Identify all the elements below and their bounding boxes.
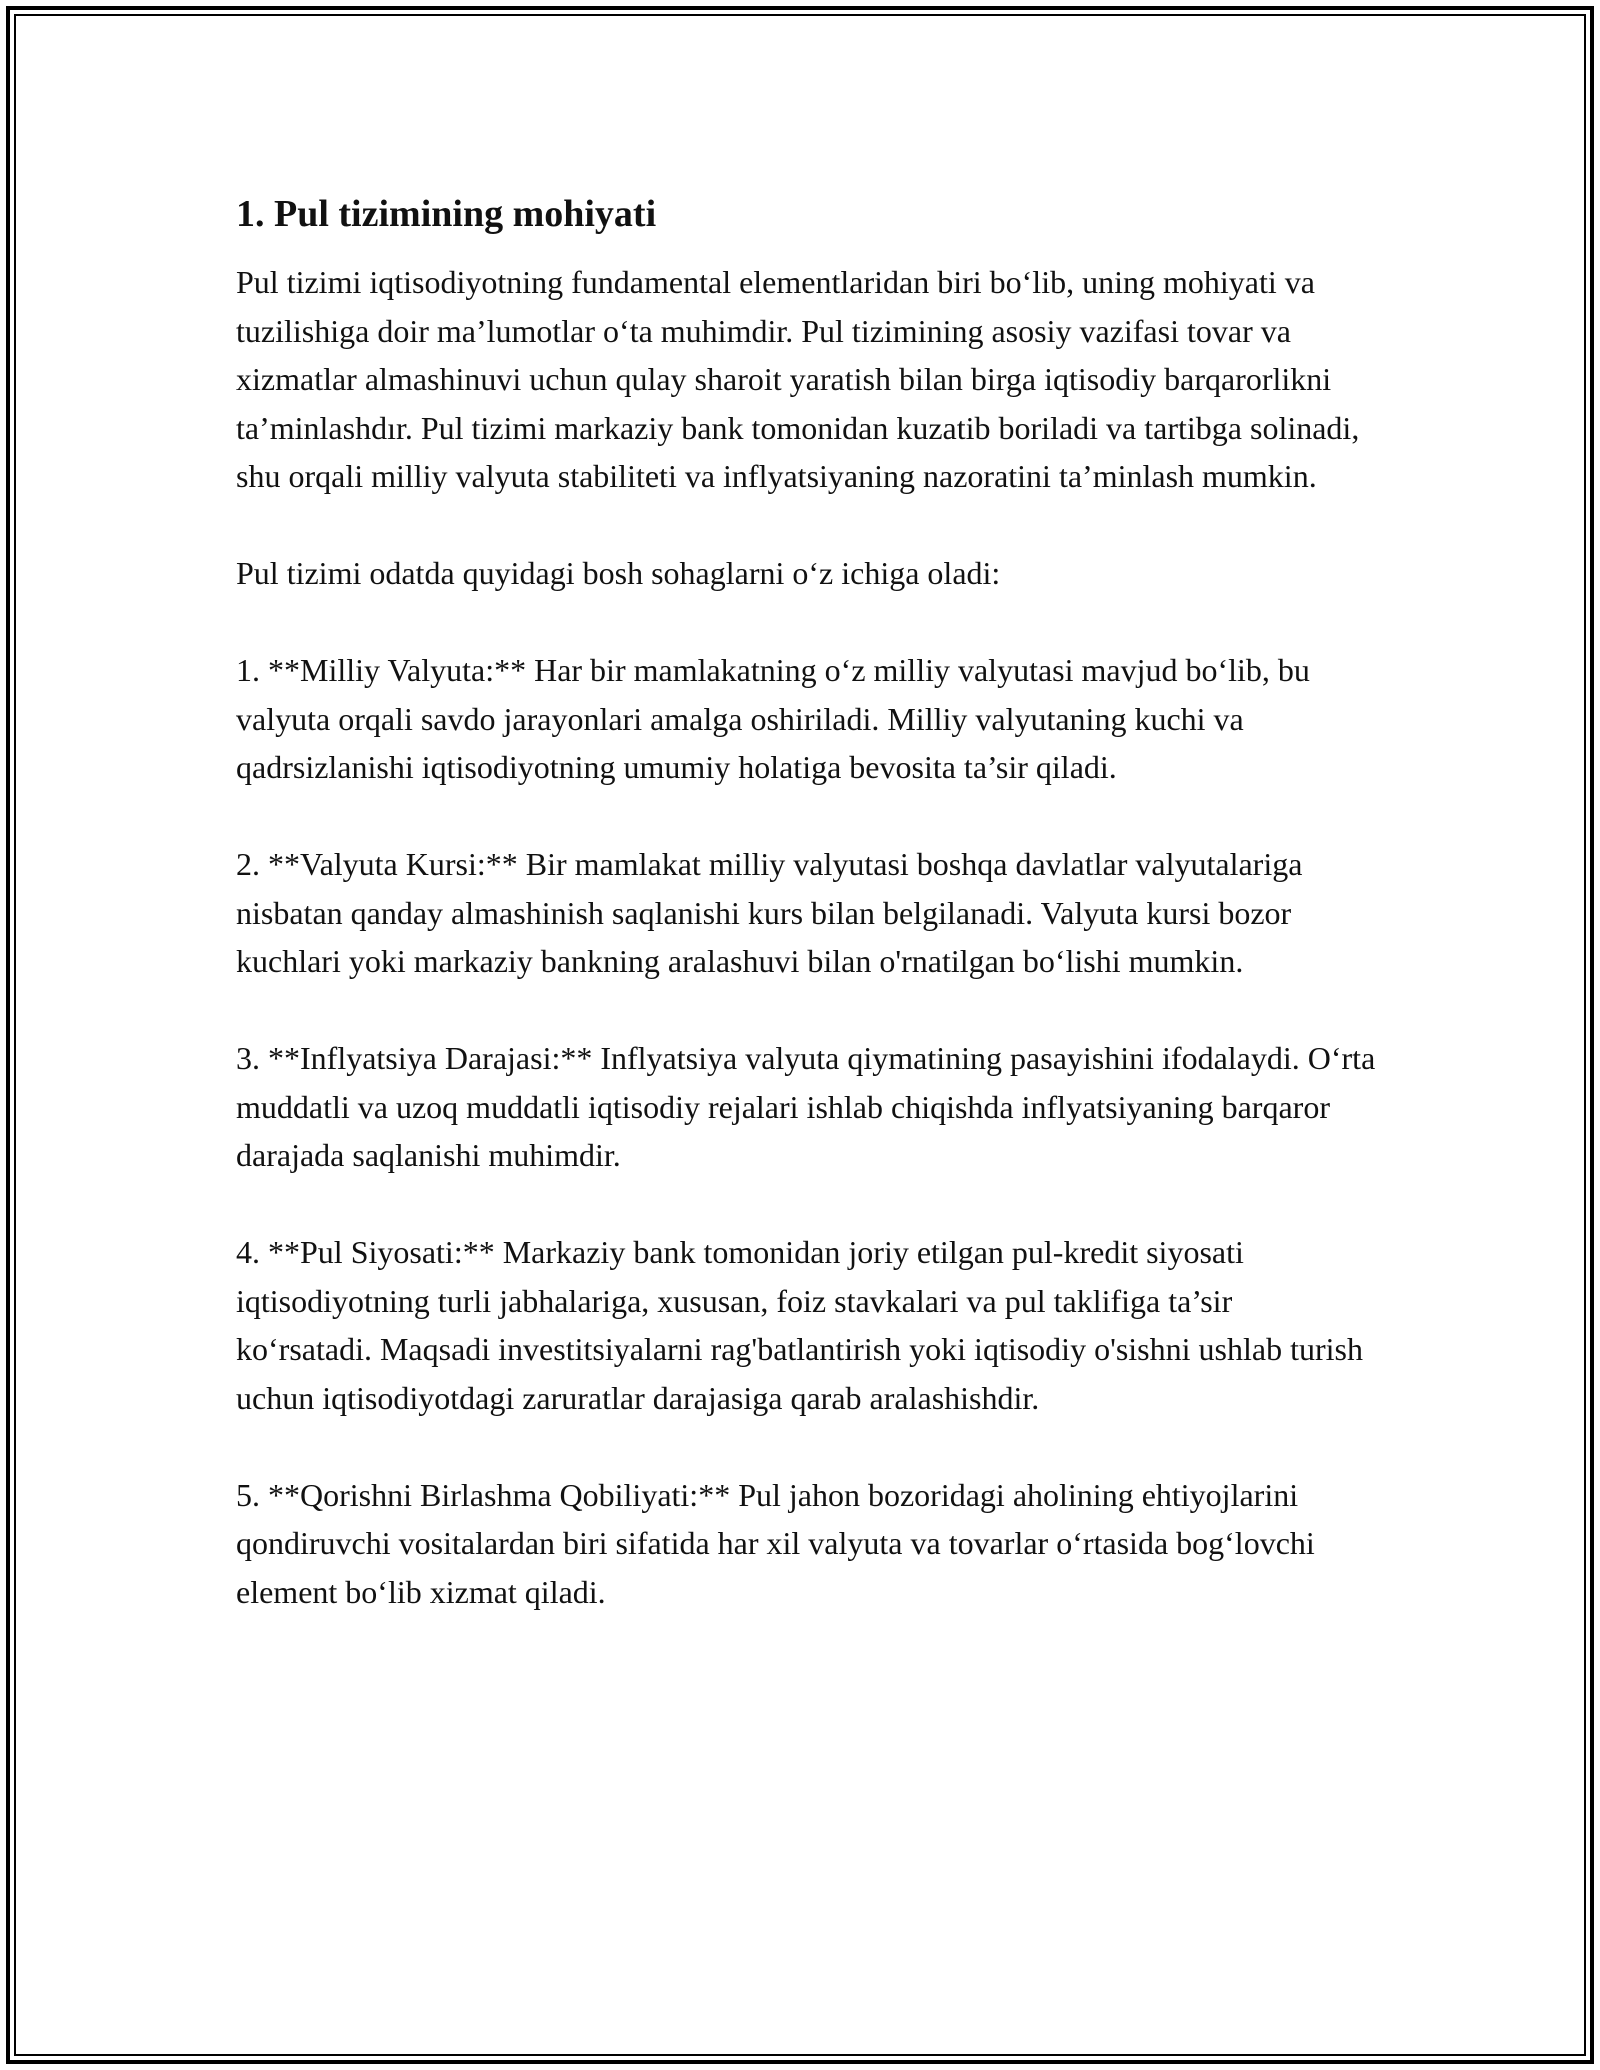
document-body — [236, 186, 1376, 1616]
section-title: 1. Pul tizimining mohiyati — [236, 193, 657, 235]
paragraph-list-intro: Pul tizimi odatda quyidagi bosh sohaglarni o‘z ichiga oladi: — [236, 555, 1001, 591]
list-item-valyuta-kursi: 2. **Valyuta Kursi:** Bir mamlakat milliy valyutasi boshqa davlatlar valyutalariga nisbatan qanday almashinish saqlanishi kurs bilan belgilanadi. Valyuta kursi bozor kuchlari yoki markaziy bankning aralashuvi bilan o'rnatilgan bo‘lishi mumkin. — [236, 846, 1303, 979]
list-item-pul-siyosati: 4. **Pul Siyosati:** Markaziy bank tomonidan joriy etilgan pul-kredit siyosati iqtisodiyotning turli jabhalariga, xususan, foiz stavkalari va pul taklifiga ta’sir ko‘rsatadi. Maqsadi investitsiyalarni rag'batlantirish yoki iqtisodiy o'sishni ushlab turish uchun iqtisodiyotdagi zaruratlar darajasiga qarab aralashishdir. — [236, 1234, 1363, 1416]
paragraph-intro: Pul tizimi iqtisodiyotning fundamental elementlaridan biri bo‘lib, uning mohiyati va tuzilishiga doir ma’lumotlar o‘ta muhimdir. Pul tizimining asosiy vazifasi tovar va xizmatlar almashinuvi uchun qulay sharoit yaratish bilan birga iqtisodiy barqarorlikni ta’minlashdır. Pul tizimi markaziy bank tomonidan kuzatib boriladi va tartibga solinadi, shu orqali milliy valyuta stabiliteti va inflyatsiyaning nazoratini ta’minlash mumkin. — [236, 264, 1360, 494]
list-item-milliy-valyuta: 1. **Milliy Valyuta:** Har bir mamlakatning o‘z milliy valyutasi mavjud bo‘lib, bu valyuta orqali savdo jarayonlari amalga oshiriladi. Milliy valyutaning kuchi va qadrsizlanishi iqtisodiyotning umumiy holatiga bevosita ta’sir qiladi. — [236, 652, 1310, 785]
list-item-inflyatsiya-darajasi: 3. **Inflyatsiya Darajasi:** Inflyatsiya valyuta qiymatining pasayishini ifodalaydi. O‘rta muddatli va uzoq muddatli iqtisodiy rejalari ishlab chiqishda inflyatsiyaning barqaror darajada saqlanishi muhimdir. — [236, 1040, 1376, 1173]
list-item-qorishni-birlashma: 5. **Qorishni Birlashma Qobiliyati:** Pul jahon bozoridagi aholining ehtiyojlarini qondiruvchi vositalardan biri sifatida har xil valyuta va tovarlar o‘rtasida bog‘lovchi element bo‘lib xizmat qiladi. — [236, 1476, 1315, 1610]
